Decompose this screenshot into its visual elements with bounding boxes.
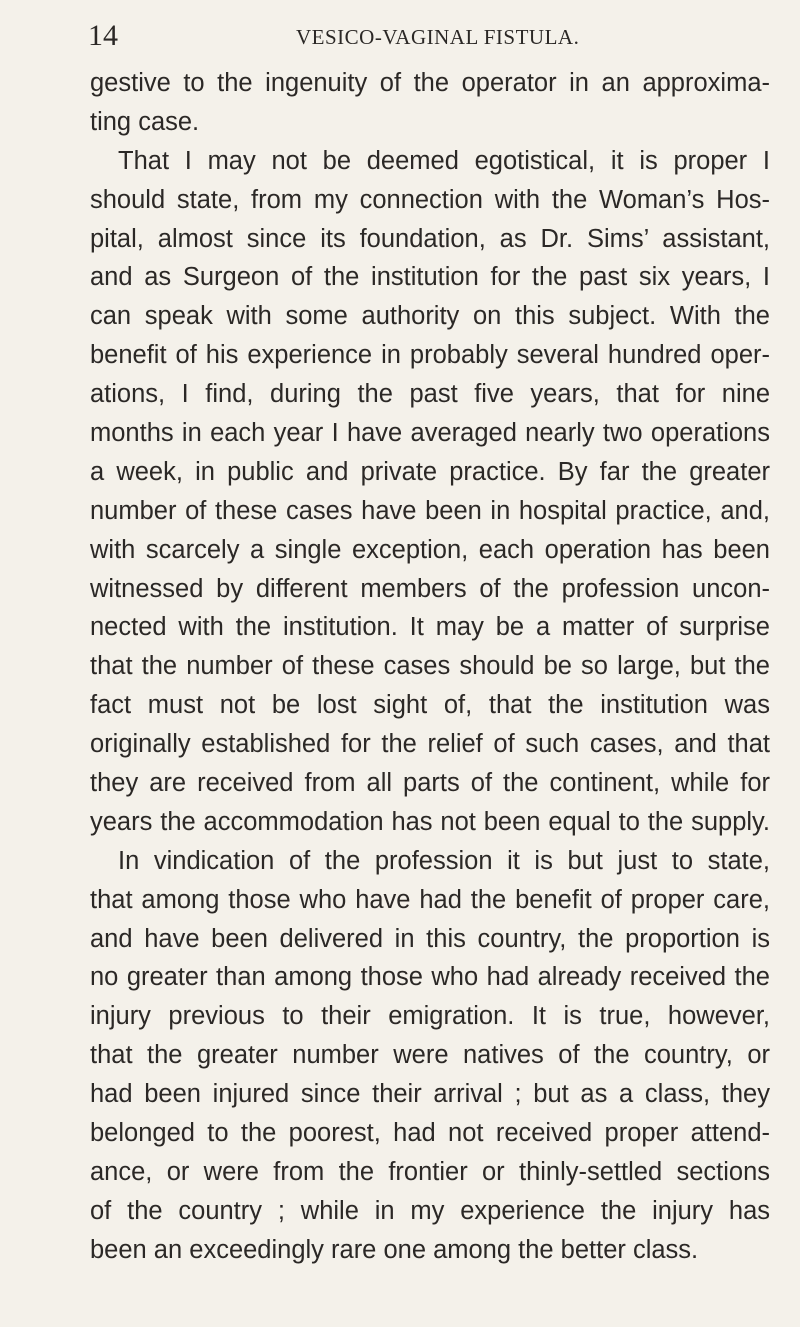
text-line: been an exceedingly rare one among the better class. bbox=[90, 1235, 699, 1264]
text-line: of the country ; while in my experience the injury has bbox=[90, 1196, 770, 1225]
text-line: they are received from all parts of the continent, while for bbox=[90, 769, 770, 798]
text-line: In vindication of the profession it is but just to state, bbox=[118, 846, 770, 875]
text-line: that the number of these cases should be so large, but the bbox=[90, 652, 770, 681]
text-line: can speak with some authority on this subject. With the bbox=[90, 302, 770, 331]
text-line: number of these cases have been in hospital practice, and, bbox=[90, 496, 770, 525]
text-line: That I may not be deemed egotistical, it is proper I bbox=[118, 146, 770, 175]
text-line: originally established for the relief of such cases, and that bbox=[90, 730, 770, 759]
text-line: and have been delivered in this country, the proportion is bbox=[90, 924, 770, 953]
text-line: ance, or were from the frontier or thinly-settled sections bbox=[90, 1157, 770, 1186]
text-line: and as Surgeon of the institution for the past six years, I bbox=[90, 263, 770, 292]
text-line: ations, I find, during the past five years, that for nine bbox=[90, 380, 770, 409]
text-line: had been injured since their arrival ; but as a class, they bbox=[90, 1080, 770, 1109]
text-line: with scarcely a single exception, each operation has been bbox=[90, 535, 770, 564]
text-line: a week, in public and private practice. By far the greater bbox=[90, 457, 770, 486]
text-line: should state, from my connection with the Woman’s Hos- bbox=[90, 185, 770, 214]
text-line: pital, almost since its foundation, as Dr. Sims’ assistant, bbox=[90, 224, 770, 253]
text-line: years the accommodation has not been equal to the supply. bbox=[90, 807, 770, 836]
body-text bbox=[90, 64, 770, 1270]
text-line: belonged to the poorest, had not received proper attend- bbox=[90, 1119, 770, 1148]
text-line: injury previous to their emigration. It is true, however, bbox=[90, 1002, 770, 1031]
text-line: no greater than among those who had already received the bbox=[90, 963, 770, 992]
running-head: VESICO-VAGINAL FISTULA. bbox=[296, 25, 580, 49]
text-line: witnessed by different members of the profession uncon- bbox=[90, 574, 770, 603]
page-number: 14 bbox=[88, 19, 118, 52]
text-line: gestive to the ingenuity of the operator in an approxima- bbox=[90, 69, 770, 97]
text-line: benefit of his experience in probably several hundred oper- bbox=[90, 341, 770, 370]
text-line: fact must not be lost sight of, that the institution was bbox=[90, 691, 770, 720]
text-line: that the greater number were natives of the country, or bbox=[90, 1041, 770, 1070]
text-line: months in each year I have averaged nearly two operations bbox=[90, 419, 770, 448]
text-line: that among those who have had the benefit of proper care, bbox=[90, 885, 770, 914]
text-line: ting case. bbox=[90, 107, 200, 136]
text-line: nected with the institution. It may be a matter of surprise bbox=[90, 613, 770, 642]
